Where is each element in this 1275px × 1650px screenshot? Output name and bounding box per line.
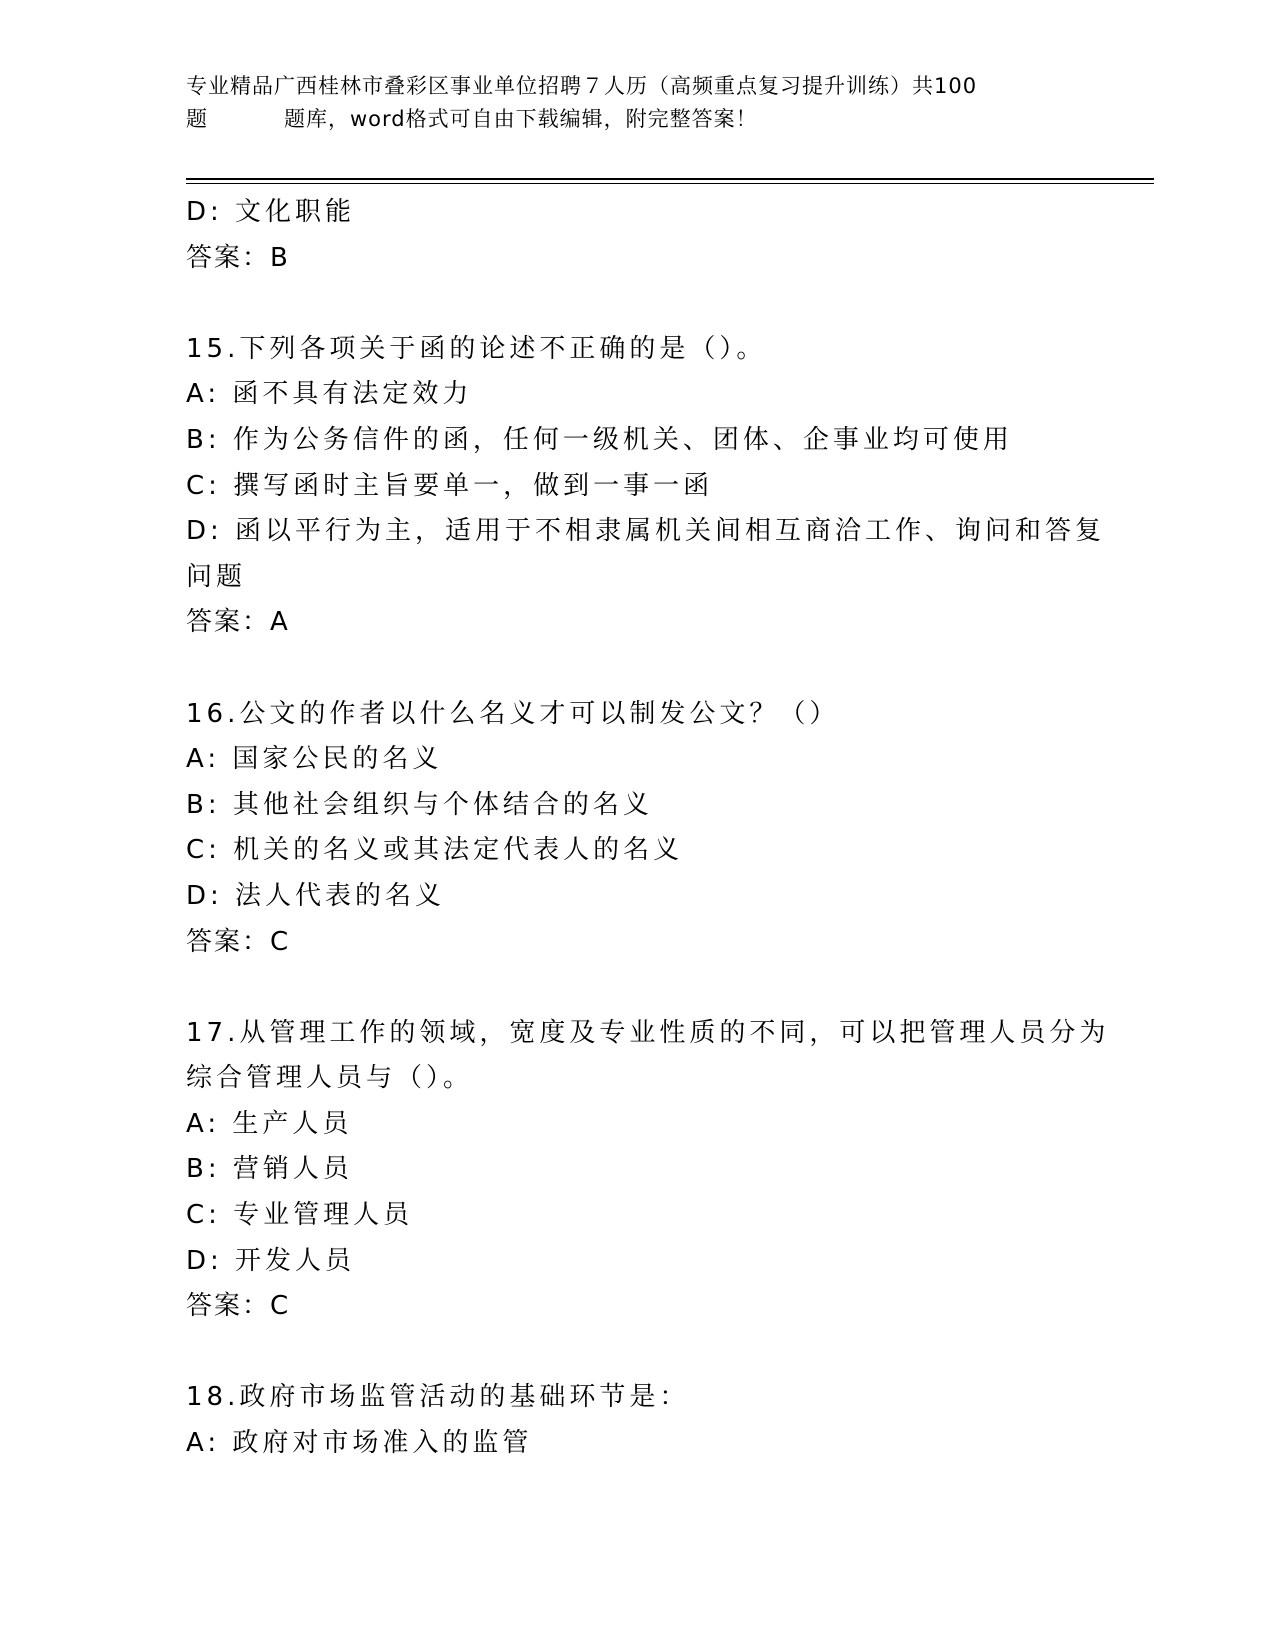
question-stem: 17.从管理工作的领域，宽度及专业性质的不同，可以把管理人员分为: [186, 1017, 1110, 1048]
answer-line: 答案：C: [186, 1291, 291, 1322]
question-18: [186, 1375, 1086, 1466]
option-a: A: 政府对市场准入的监管: [186, 1428, 533, 1459]
spacer: [186, 965, 1086, 1011]
header-line2-right: 题库，word格式可自由下载编辑，附完整答案！: [284, 107, 758, 131]
header-rule-thick: [186, 178, 1154, 180]
option-b: B: 营销人员: [186, 1154, 353, 1185]
option-d-continued: 问题: [186, 561, 247, 592]
option-a: A: 国家公民的名义: [186, 744, 443, 775]
option-d: D: 开发人员: [186, 1245, 356, 1276]
option-d: D: 文化职能: [186, 197, 356, 227]
header-title-line2: [186, 103, 1086, 136]
option-d: D: 函以平行为主，适用于不相隶属机关间相互商洽工作、询问和答复: [186, 516, 1106, 547]
page-header: [186, 70, 1086, 136]
header-title-line1: 专业精品广西桂林市叠彩区事业单位招聘７人历（高频重点复习提升训练）共100: [186, 74, 978, 98]
spacer: [186, 1330, 1086, 1376]
option-a: A: 函不具有法定效力: [186, 379, 473, 410]
option-c: C: 专业管理人员: [186, 1200, 414, 1231]
question-16: [186, 692, 1086, 966]
option-c: C: 机关的名义或其法定代表人的名义: [186, 835, 684, 866]
question-stem-continued: 综合管理人员与（）。: [186, 1063, 474, 1094]
answer-line: 答案：B: [186, 242, 290, 273]
question-stem: 16.公文的作者以什么名义才可以制发公文？（）: [186, 698, 840, 729]
question-17: [186, 1011, 1110, 1330]
option-b: B: 作为公务信件的函，任何一级机关、团体、企事业均可使用: [186, 424, 1013, 455]
question-15: [186, 327, 1106, 646]
spacer: [186, 281, 1086, 327]
header-rule-thin: [186, 183, 1154, 184]
spacer: [186, 646, 1086, 692]
option-d: D: 法人代表的名义: [186, 880, 446, 911]
answer-line: 答案：A: [186, 607, 290, 638]
option-a: A: 生产人员: [186, 1108, 353, 1139]
option-c: C: 撰写函时主旨要单一，做到一事一函: [186, 470, 714, 501]
question-stem: 15.下列各项关于函的论述不正确的是（）。: [186, 333, 767, 364]
answer-line: 答案：C: [186, 926, 291, 957]
question-content: [186, 190, 1110, 1467]
question-stem: 18.政府市场监管活动的基础环节是：: [186, 1382, 690, 1413]
header-line2-left: 题: [186, 107, 208, 131]
option-b: B: 其他社会组织与个体结合的名义: [186, 789, 653, 820]
